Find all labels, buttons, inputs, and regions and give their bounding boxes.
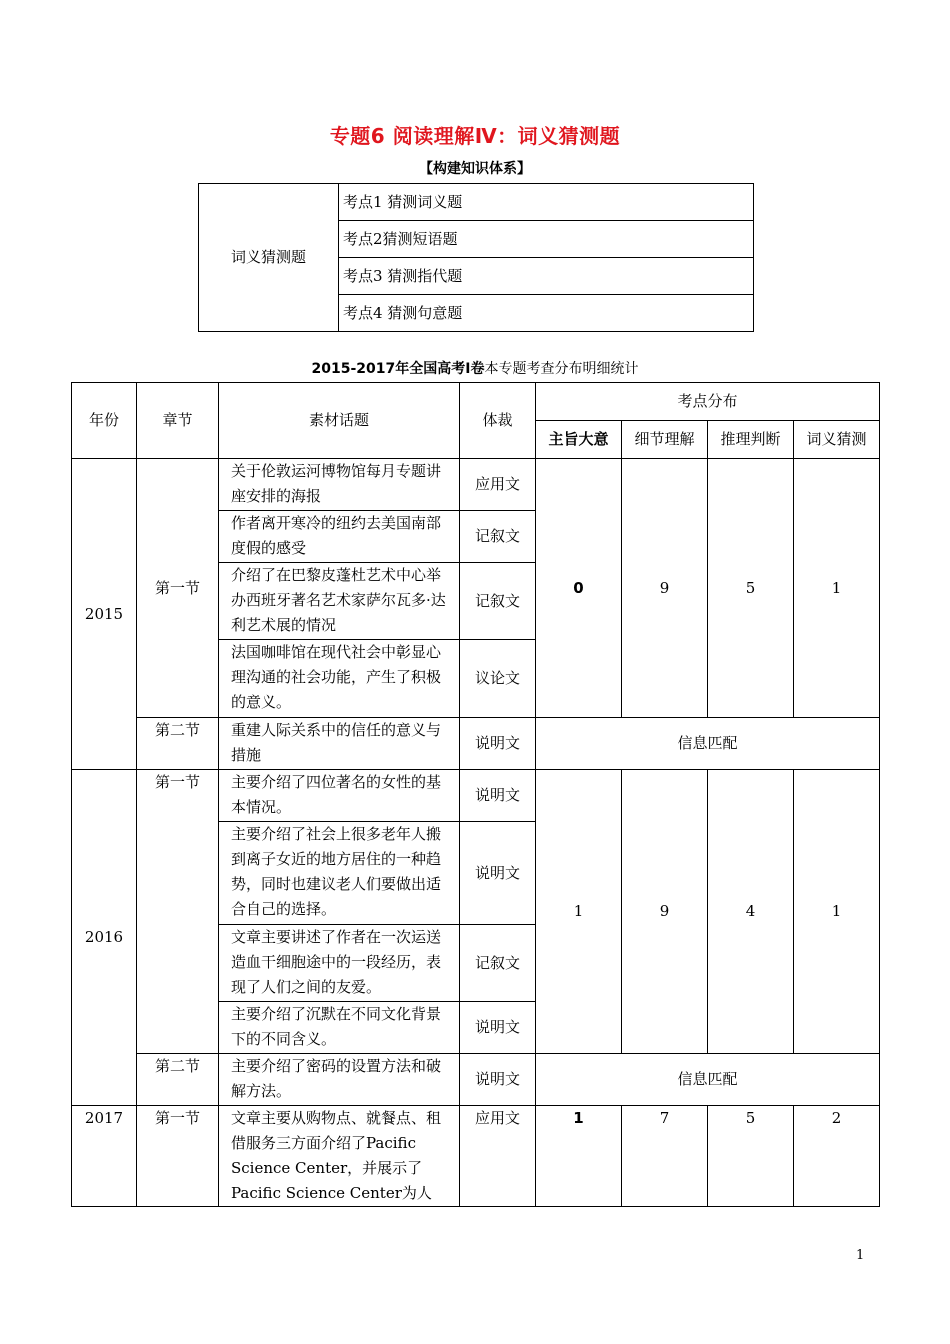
knowledge-table [198,183,754,332]
section-cell: 第一节 [137,459,219,718]
topic-cell: 主要介绍了密码的设置方法和破解方法。 [219,1054,460,1106]
genre-cell: 说明文 [460,718,536,770]
count-detail: 7 [622,1106,708,1207]
genre-cell: 说明文 [460,770,536,822]
header-inference: 推理判断 [708,421,794,459]
section-cell: 第二节 [137,718,219,770]
knowledge-item: 考点4 猜测句意题 [339,295,754,332]
knowledge-item: 考点3 猜测指代题 [339,258,754,295]
count-main-idea: 0 [536,459,622,718]
genre-cell: 记叙文 [460,511,536,563]
count-inference: 5 [708,1106,794,1207]
section-cell: 第一节 [137,1106,219,1207]
genre-cell: 应用文 [460,1106,536,1207]
header-distribution: 考点分布 [536,383,880,421]
topic-cell: 文章主要从购物点、就餐点、租借服务三方面介绍了Pacific Science Center，并展示了Pacific Science Center为人 [219,1106,460,1207]
page-title: 专题6 阅读理解Ⅳ：词义猜测题 [329,124,621,148]
knowledge-item: 考点2猜测短语题 [339,221,754,258]
section-cell: 第一节 [137,770,219,1054]
topic-cell: 关于伦敦运河博物馆每月专题讲座安排的海报 [219,459,460,511]
stat-table-title [0,358,950,378]
count-detail: 9 [622,459,708,718]
topic-cell: 介绍了在巴黎皮蓬杜艺术中心举办西班牙著名艺术家萨尔瓦多·达利艺术展的情况 [219,563,460,640]
genre-cell: 说明文 [460,822,536,925]
genre-cell: 议论文 [460,640,536,718]
topic-cell: 文章主要讲述了作者在一次运送造血干细胞途中的一段经历，表现了人们之间的友爱。 [219,925,460,1002]
count-inference: 4 [708,770,794,1054]
header-year: 年份 [72,383,137,459]
page-number: 1 [856,1248,865,1263]
genre-cell: 说明文 [460,1002,536,1054]
topic-cell: 作者离开寒冷的纽约去美国南部度假的感受 [219,511,460,563]
count-detail: 9 [622,770,708,1054]
header-topic: 素材话题 [219,383,460,459]
count-main-idea: 1 [536,770,622,1054]
count-vocab: 2 [794,1106,880,1207]
genre-cell: 记叙文 [460,925,536,1002]
topic-cell: 主要介绍了沉默在不同文化背景下的不同含义。 [219,1002,460,1054]
knowledge-category: 词义猜测题 [199,184,339,332]
topic-cell: 重建人际关系中的信任的意义与措施 [219,718,460,770]
header-section: 章节 [137,383,219,459]
section-cell: 第二节 [137,1054,219,1106]
genre-cell: 说明文 [460,1054,536,1106]
count-vocab: 1 [794,770,880,1054]
topic-cell: 主要介绍了社会上很多老年人搬到离子女近的地方居住的一种趋势，同时也建议老人们要做出适合自己的选择。 [219,822,460,925]
header-main-idea: 主旨大意 [536,421,622,459]
header-detail: 细节理解 [622,421,708,459]
topic-cell: 法国咖啡馆在现代社会中彰显心理沟通的社会功能，产生了积极的意义。 [219,640,460,718]
count-main-idea: 1 [536,1106,622,1207]
genre-cell: 记叙文 [460,563,536,640]
topic-cell: 主要介绍了四位著名的女性的基本情况。 [219,770,460,822]
header-vocab: 词义猜测 [794,421,880,459]
info-match-cell: 信息匹配 [536,1054,880,1106]
year-cell: 2015 [72,459,137,770]
year-cell: 2016 [72,770,137,1106]
year-cell: 2017 [72,1106,137,1207]
header-genre: 体裁 [460,383,536,459]
stat-title-rest: 本专题考查分布明细统计 [484,361,639,377]
knowledge-item: 考点1 猜测词义题 [339,184,754,221]
count-vocab: 1 [794,459,880,718]
count-inference: 5 [708,459,794,718]
stat-title-bold: 2015-2017年全国高考Ⅰ卷 [311,361,485,377]
stat-table [71,382,880,1207]
info-match-cell: 信息匹配 [536,718,880,770]
genre-cell: 应用文 [460,459,536,511]
section-subtitle: 【构建知识体系】 [419,161,531,177]
